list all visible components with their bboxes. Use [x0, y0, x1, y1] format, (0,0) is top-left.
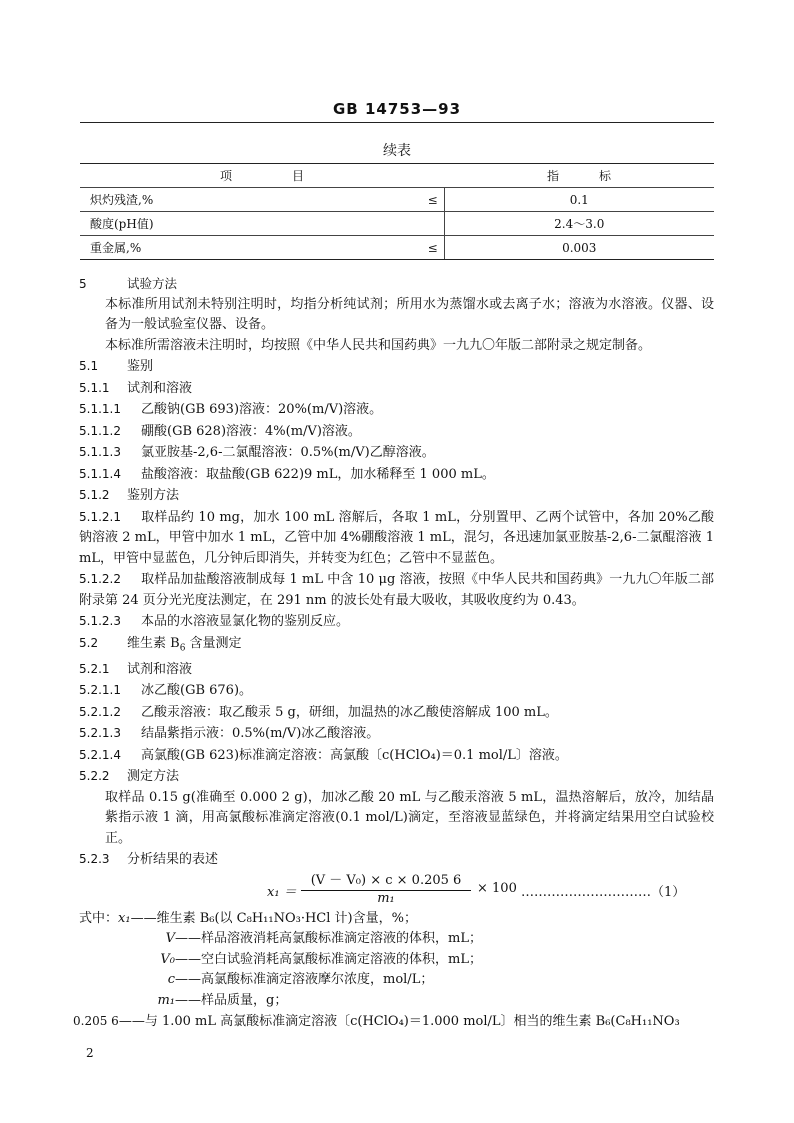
definition-v0: V₀——空白试验消耗高氯酸标准滴定溶液的体积，mL；	[160, 951, 482, 967]
table-caption: 续表	[383, 143, 411, 159]
row-value: 2.4～3.0	[444, 212, 714, 236]
formula-1	[79, 873, 714, 909]
clause-5-1-1-2: 5.1.1.2 硼酸(GB 628)溶液：4%(m/V)溶液。	[79, 423, 361, 439]
definition-x1: 式中：x₁——维生素 B₆(以 C₈H₁₁NO₃·HCl 计)含量，%；	[79, 910, 417, 926]
clause-5-1-2-2: 5.1.2.2 取样品加盐酸溶液制成每 1 mL 中含 10 μg 溶液，按照《中华人民共和国药典》一九九〇年版二部附录第 24 页分光光度法测定，在 291 nm 的波长处有最大吸收，其吸收度约为 0.43。	[79, 572, 714, 608]
formula-denominator: m₁	[377, 890, 395, 906]
definition-m1: m₁——样品质量，g；	[157, 992, 288, 1008]
variable-definitions	[73, 909, 714, 1033]
equation-number: …………………………（1）	[521, 884, 686, 900]
section-5-2-1-heading: 5.2.1 试剂和溶液	[79, 661, 193, 677]
clause-5-1-2-1: 5.1.2.1 取样品约 10 mg，加水 100 mL 溶解后，各取 1 mL，分别置甲、乙两个试管中，各加 20%乙酸钠溶液 2 mL，甲管中加水 1 mL，乙管中加 4%硼酸溶液 1 mL，混匀，各迅速加氯亚胺基-2,6-二氯醌溶液 1 mL，甲管中显蓝色，几分钟后即消失，并转变为红色；乙管中不显蓝色。	[79, 509, 714, 566]
row-operator: ≤	[422, 236, 444, 260]
section-5-1-2-heading: 5.1.2 鉴别方法	[79, 488, 180, 503]
paragraph: 本标准所需溶液未注明时，均按照《中华人民共和国药典》一九九〇年版二部附录之规定制备。	[105, 337, 652, 353]
formula-tail: × 100	[477, 880, 517, 896]
row-item: 重金属,%	[80, 236, 422, 260]
formula-lhs: x₁ ＝	[267, 884, 297, 900]
paragraph: 取样品 0.15 g(准确至 0.000 2 g)，加冰乙酸 20 mL 与乙酸汞溶液 5 mL，温热溶解后，放冷，加结晶紫指示液 1 滴，用高氯酸标准滴定溶液(0.1 mol/L)滴定，至溶液显蓝绿色，并将滴定结果用空白试验校正。	[105, 789, 714, 846]
clause-5-1-2-3: 5.1.2.3 本品的水溶液显氯化物的鉴别反应。	[79, 614, 350, 629]
section-5-1-1-heading: 5.1.1 试剂和溶液	[79, 380, 193, 396]
col-item-header: 项目	[80, 164, 444, 188]
formula-numerator: (V － V₀) × c × 0.205 6	[310, 872, 462, 888]
clause-5-2-1-1: 5.2.1.1 冰乙酸(GB 676)。	[79, 683, 253, 699]
row-value: 0.003	[444, 236, 714, 260]
spec-table	[80, 163, 714, 260]
row-operator	[422, 212, 444, 236]
section-5-2-2-heading: 5.2.2 测定方法	[79, 769, 180, 785]
col-value-header: 指标	[444, 164, 714, 188]
row-operator: ≤	[422, 188, 444, 212]
clause-5-1-1-1: 5.1.1.1 乙酸钠(GB 693)溶液：20%(m/V)溶液。	[79, 402, 383, 417]
definition-v: V——样品溶液消耗高氯酸标准滴定溶液的体积，mL；	[165, 931, 482, 947]
definition-c: c——高氯酸标准滴定溶液摩尔浓度，mol/L；	[167, 972, 434, 988]
formula-fraction	[301, 873, 471, 906]
section-5-heading: 5 试验方法	[79, 276, 178, 291]
table-header-row	[80, 164, 714, 188]
clause-5-1-1-4: 5.1.1.4 盐酸溶液：取盐酸(GB 622)9 mL，加水稀释至 1 000 mL。	[79, 466, 495, 482]
row-value: 0.1	[444, 188, 714, 212]
paragraph: 本标准所用试剂未特别注明时，均指分析纯试剂；所用水为蒸馏水或去离子水；溶液为水溶液。仪器、设备为一般试验室仪器、设备。	[105, 296, 714, 332]
document-body	[73, 274, 714, 1033]
table-row	[80, 236, 714, 260]
clause-5-2-1-2: 5.2.1.2 乙酸汞溶液：取乙酸汞 5 g，研细，加温热的冰乙酸使溶解成 100 mL。	[79, 704, 558, 720]
table-row	[80, 212, 714, 236]
clause-5-2-1-3: 5.2.1.3 结晶紫指示液：0.5%(m/V)冰乙酸溶液。	[79, 726, 380, 742]
row-item: 酸度(pH值)	[80, 212, 422, 236]
header-rule	[80, 122, 714, 123]
clause-5-2-1-4: 5.2.1.4 高氯酸(GB 623)标准滴定溶液：高氯酸〔c(HClO₄)＝0.1 mol/L〕溶液。	[79, 747, 568, 763]
section-5-2-heading: 5.2 维生素 $B_6$ 含量测定	[79, 635, 242, 654]
section-5-1-heading: 5.1 鉴别	[79, 359, 154, 374]
definition-constant: 0.205 6——与 1.00 mL 高氯酸标准滴定溶液〔c(HClO₄)＝1.000 mol/L〕相当的维生素 B₆(C₈H₁₁NO₃	[73, 1014, 680, 1030]
section-5-2-3-heading: 5.2.3 分析结果的表述	[79, 852, 219, 868]
page-number: 2	[86, 1046, 94, 1060]
table-row	[80, 188, 714, 212]
clause-5-1-1-3: 5.1.1.3 氯亚胺基-2,6-二氯醌溶液：0.5%(m/V)乙醇溶液。	[79, 445, 435, 460]
row-item: 炽灼残渣,%	[80, 188, 422, 212]
standard-code-header: GB 14753—93	[332, 100, 462, 118]
